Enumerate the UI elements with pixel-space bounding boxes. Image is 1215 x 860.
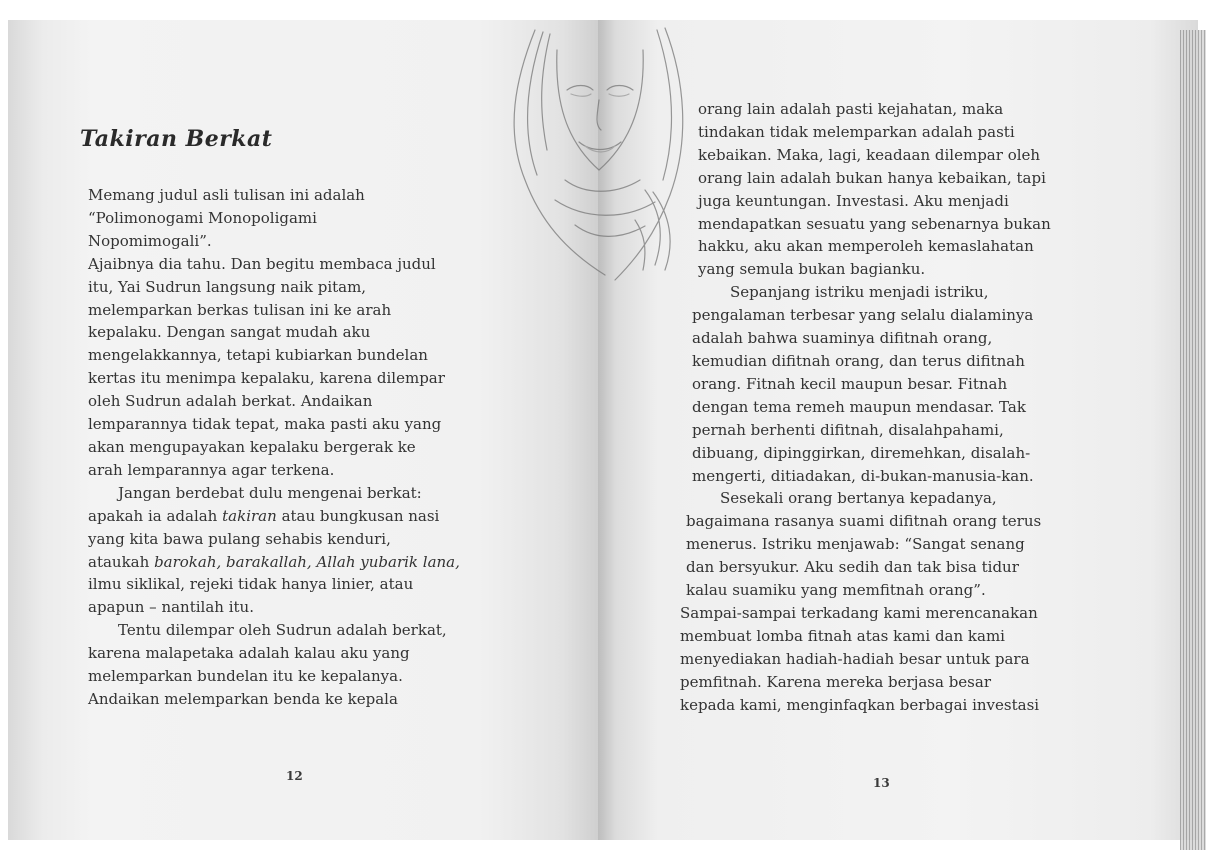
text-line: Memang judul asli tulisan ini adalah bbox=[88, 186, 365, 204]
text-line: mendapatkan sesuatu yang sebenarnya bukan bbox=[698, 214, 1051, 233]
text-run: ataukah bbox=[88, 552, 150, 571]
text-line: melemparkan bundelan itu ke kepalanya. bbox=[88, 667, 403, 686]
text-line: membuat lomba fitnah atas kami dan kami bbox=[680, 626, 1005, 645]
text-line: Sampai-sampai terkadang kami merencanakan bbox=[680, 603, 1038, 622]
text-line: menerus. Istriku menjawab: “Sangat senang bbox=[686, 535, 1025, 554]
text-line: dengan tema remeh maupun mendasar. Tak bbox=[692, 397, 1026, 416]
text-line: “Polimonogami Monopoligami bbox=[88, 208, 317, 227]
text-line: dibuang, dipinggirkan, diremehkan, disalah- bbox=[692, 443, 1031, 462]
text-line: kalau suamiku yang memfitnah orang”. bbox=[686, 581, 986, 600]
text-line: menyediakan hadiah-hadiah besar untuk para bbox=[680, 649, 1030, 668]
text-run: apakah ia adalah bbox=[88, 506, 218, 525]
text-line: yang kita bawa pulang sehabis kenduri, bbox=[88, 529, 391, 548]
text-line: tindakan tidak melemparkan adalah pasti bbox=[698, 122, 1015, 141]
text-line: hakku, aku akan memperoleh kemaslahatan bbox=[698, 237, 1034, 256]
text-line: lemparannya tidak tepat, maka pasti aku yang bbox=[88, 415, 442, 434]
text-line: orang. Fitnah kecil maupun besar. Fitnah bbox=[692, 374, 1008, 393]
text-line: Sepanjang istriku menjadi istriku, bbox=[730, 283, 989, 302]
text-line: orang lain adalah bukan hanya kebaikan, tapi bbox=[698, 168, 1046, 187]
right-page-text bbox=[680, 98, 1110, 716]
text-line: akan mengupayakan kepalaku bergerak ke bbox=[88, 437, 416, 456]
text-line: melemparkan berkas tulisan ini ke arah bbox=[88, 300, 392, 319]
text-line: apapun – nantilah itu. bbox=[88, 598, 254, 617]
text-line: Sesekali orang bertanya kepadanya, bbox=[720, 489, 997, 508]
text-line: dan bersyukur. Aku sedih dan tak bisa tidur bbox=[686, 558, 1019, 577]
text-line: karena malapetaka adalah kalau aku yang bbox=[88, 644, 410, 663]
text-line: adalah bahwa suaminya difitnah orang, bbox=[692, 329, 993, 348]
text-line: Ajaibnya dia tahu. Dan begitu membaca judul bbox=[88, 254, 436, 273]
text-line: Tentu dilempar oleh Sudrun adalah berkat, bbox=[118, 621, 447, 640]
italic-term: takiran bbox=[222, 506, 277, 525]
text-line: Jangan berdebat dulu mengenai berkat: bbox=[118, 483, 422, 502]
text-line: Nopomimogali”. bbox=[88, 231, 212, 250]
text-line: ilmu siklikal, rejeki tidak hanya linier, atau bbox=[88, 575, 414, 594]
text-line: mengerti, ditiadakan, di-bukan-manusia-kan. bbox=[692, 466, 1034, 485]
text-line: yang semula bukan bagianku. bbox=[698, 260, 926, 279]
text-line: orang lain adalah pasti kejahatan, maka bbox=[698, 100, 1004, 118]
page-number-right: 13 bbox=[873, 776, 890, 790]
page-number-left: 12 bbox=[286, 769, 303, 783]
text-line: kepalaku. Dengan sangat mudah aku bbox=[88, 323, 371, 342]
text-line: pemfitnah. Karena mereka berjasa besar bbox=[680, 672, 991, 691]
text-line: pernah berhenti difitnah, disalahpahami, bbox=[692, 420, 1004, 439]
italic-term: barokah, barakallah, Allah yubarik lana, bbox=[154, 552, 460, 571]
page-edges bbox=[1180, 30, 1206, 850]
text-line: bagaimana rasanya suami difitnah orang terus bbox=[686, 512, 1042, 531]
text-line: kemudian difitnah orang, dan terus difitnah bbox=[692, 351, 1025, 370]
text-line bbox=[88, 551, 508, 574]
text-line: arah lemparannya agar terkena. bbox=[88, 460, 335, 479]
left-page-text bbox=[88, 184, 508, 711]
text-line: kertas itu menimpa kepalaku, karena dilempar bbox=[88, 369, 445, 388]
text-run: atau bungkusan nasi bbox=[281, 506, 440, 525]
chapter-title: Takiran Berkat bbox=[80, 126, 273, 152]
text-line: mengelakkannya, tetapi kubiarkan bundelan bbox=[88, 346, 428, 365]
text-line: pengalaman terbesar yang selalu dialaminya bbox=[692, 306, 1034, 325]
text-line: itu, Yai Sudrun langsung naik pitam, bbox=[88, 277, 367, 296]
text-line: kepada kami, menginfaqkan berbagai investasi bbox=[680, 695, 1040, 714]
text-line: oleh Sudrun adalah berkat. Andaikan bbox=[88, 392, 373, 411]
text-line: juga keuntungan. Investasi. Aku menjadi bbox=[698, 191, 1009, 210]
text-line: Andaikan melemparkan benda ke kepala bbox=[88, 689, 398, 708]
text-line: kebaikan. Maka, lagi, keadaan dilempar oleh bbox=[698, 145, 1041, 164]
text-line bbox=[88, 505, 508, 528]
